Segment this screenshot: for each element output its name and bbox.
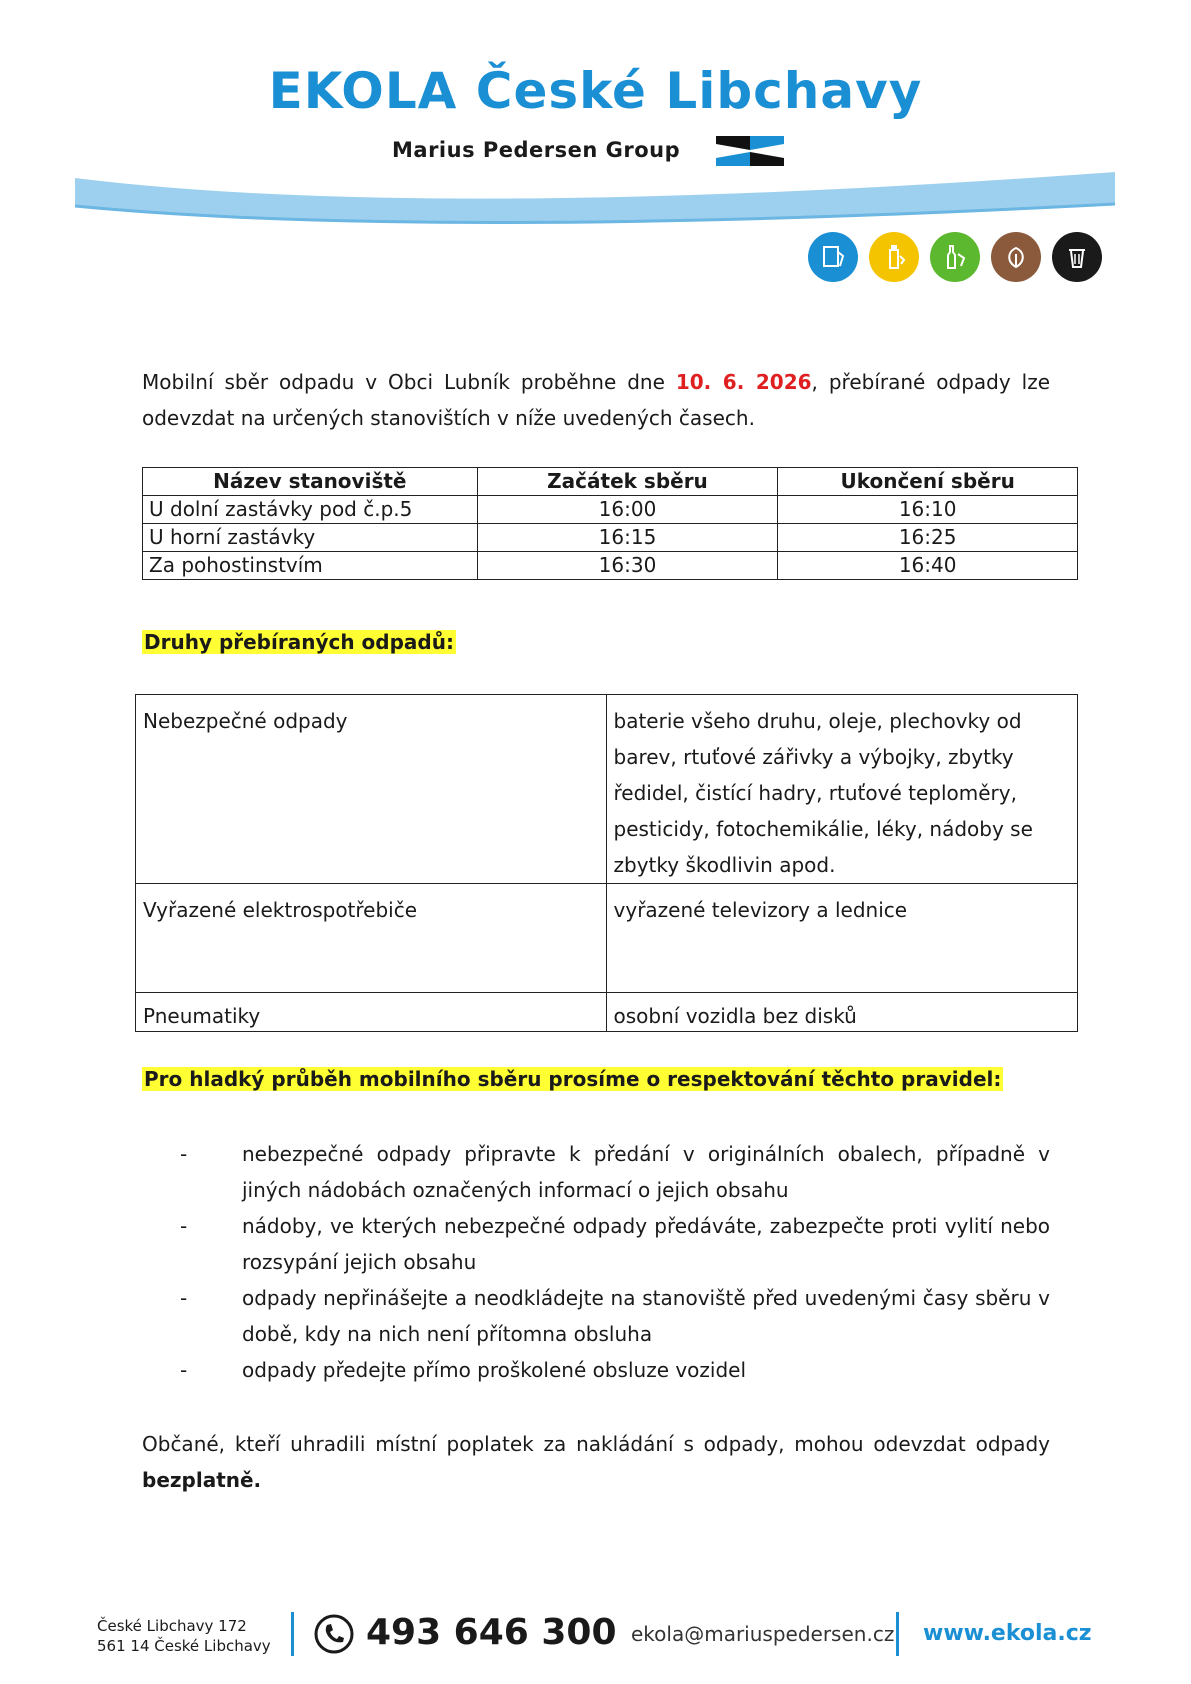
company-logo-title: EKOLA České Libchavy (268, 62, 923, 120)
intro-text-end: , přebírané odpady lze odevzdat na určených stanovištích v níže uvedených časech. (142, 370, 1051, 430)
start-time-cell: 16:30 (477, 552, 778, 580)
closing-text: Občané, kteří uhradili místní poplatek za nakládání s odpady, mohou odevzdat odpady (142, 1432, 1050, 1456)
waste-type-desc: vyřazené televizory a lednice (606, 884, 1077, 993)
table-row (143, 496, 1078, 524)
waste-types-heading-text: Druhy přebíraných odpadů: (144, 630, 454, 654)
group-name: Marius Pedersen Group (392, 138, 681, 162)
footer-divider (896, 1612, 899, 1656)
glass-icon (930, 232, 980, 282)
list-item: - nádoby, ve kterých nebezpečné odpady předáváte, zabezpečte proti vylití nebo rozsypání jejich obsahu (174, 1208, 1050, 1280)
intro-paragraph (142, 364, 1050, 436)
end-time-cell: 16:10 (778, 496, 1078, 524)
col-header-start: Začátek sběru (477, 468, 778, 496)
col-header-location: Název stanoviště (143, 468, 478, 496)
address-line-2: 561 14 České Libchavy (97, 1637, 271, 1655)
list-item: - nebezpečné odpady připravte k předání v originálních obalech, případně v jiných nádobách označených informací o jejich obsahu (174, 1136, 1050, 1208)
closing-paragraph (142, 1426, 1050, 1498)
table-row (136, 695, 1078, 884)
rules-heading (142, 1067, 1003, 1091)
table-row (143, 524, 1078, 552)
address-line-1: České Libchavy 172 (97, 1617, 247, 1635)
waste-type-name: Nebezpečné odpady (136, 695, 607, 884)
rule-text: odpady předejte přímo proškolené obsluze vozidel (242, 1358, 747, 1382)
waste-type-name: Vyřazené elektrospotřebiče (136, 884, 607, 993)
table-row (136, 993, 1078, 1032)
rules-list (174, 1136, 1050, 1388)
waste-types-table (135, 694, 1078, 1032)
waste-type-name: Pneumatiky (136, 993, 607, 1032)
waste-category-icons (808, 232, 1102, 282)
rule-text: nebezpečné odpady připravte k předání v originálních obalech, případně v jiných nádobách označených informací o jejich obsahu (242, 1142, 1050, 1202)
start-time-cell: 16:00 (477, 496, 778, 524)
col-header-end: Ukončení sběru (778, 468, 1078, 496)
footer-website[interactable]: www.ekola.cz (923, 1621, 1092, 1646)
location-cell: U horní zastávky (143, 524, 478, 552)
rule-text: odpady nepřinášejte a neodkládejte na stanoviště před uvedenými časy sběru v době, kdy na nich není přítomna obsluha (242, 1286, 1050, 1346)
collection-date: 10. 6. 2026 (675, 370, 812, 394)
footer-divider (291, 1612, 294, 1656)
table-row (143, 552, 1078, 580)
start-time-cell: 16:15 (477, 524, 778, 552)
closing-bold-text: bezplatně. (142, 1468, 262, 1492)
list-item: - odpady nepřinášejte a neodkládejte na stanoviště před uvedenými časy sběru v době, kdy na nich není přítomna obsluha (174, 1280, 1050, 1352)
location-cell: U dolní zastávky pod č.p.5 (143, 496, 478, 524)
end-time-cell: 16:40 (778, 552, 1078, 580)
footer-email[interactable]: ekola@mariuspedersen.cz (631, 1622, 895, 1646)
waste-type-desc: osobní vozidla bez disků (606, 993, 1077, 1032)
end-time-cell: 16:25 (778, 524, 1078, 552)
schedule-header-row (143, 468, 1078, 496)
rule-text: nádoby, ve kterých nebezpečné odpady předáváte, zabezpečte proti vylití nebo rozsypání jejich obsahu (242, 1214, 1050, 1274)
waste-type-desc: baterie všeho druhu, oleje, plechovky od barev, rtuťové zářivky a výbojky, zbytky ředidel, čistící hadry, rtuťové teploměry, pesticidy, fotochemikálie, léky, nádoby se zbytky škodlivin apod. (606, 695, 1077, 884)
header-wave (0, 160, 1191, 230)
rules-heading-text: Pro hladký průběh mobilního sběru prosíme o respektování těchto pravidel: (144, 1067, 1002, 1091)
footer-address (97, 1616, 271, 1656)
location-cell: Za pohostinstvím (143, 552, 478, 580)
waste-types-heading (142, 630, 456, 654)
trash-icon (1052, 232, 1102, 282)
bio-icon (991, 232, 1041, 282)
paper-icon (808, 232, 858, 282)
schedule-table (142, 467, 1078, 580)
plastic-icon (869, 232, 919, 282)
table-row (136, 884, 1078, 993)
phone-icon (314, 1614, 354, 1654)
intro-text: Mobilní sběr odpadu v Obci Lubník proběhne dne (142, 370, 676, 394)
footer-phone: 493 646 300 (366, 1612, 617, 1653)
list-item: - odpady předejte přímo proškolené obsluze vozidel (174, 1352, 1050, 1388)
